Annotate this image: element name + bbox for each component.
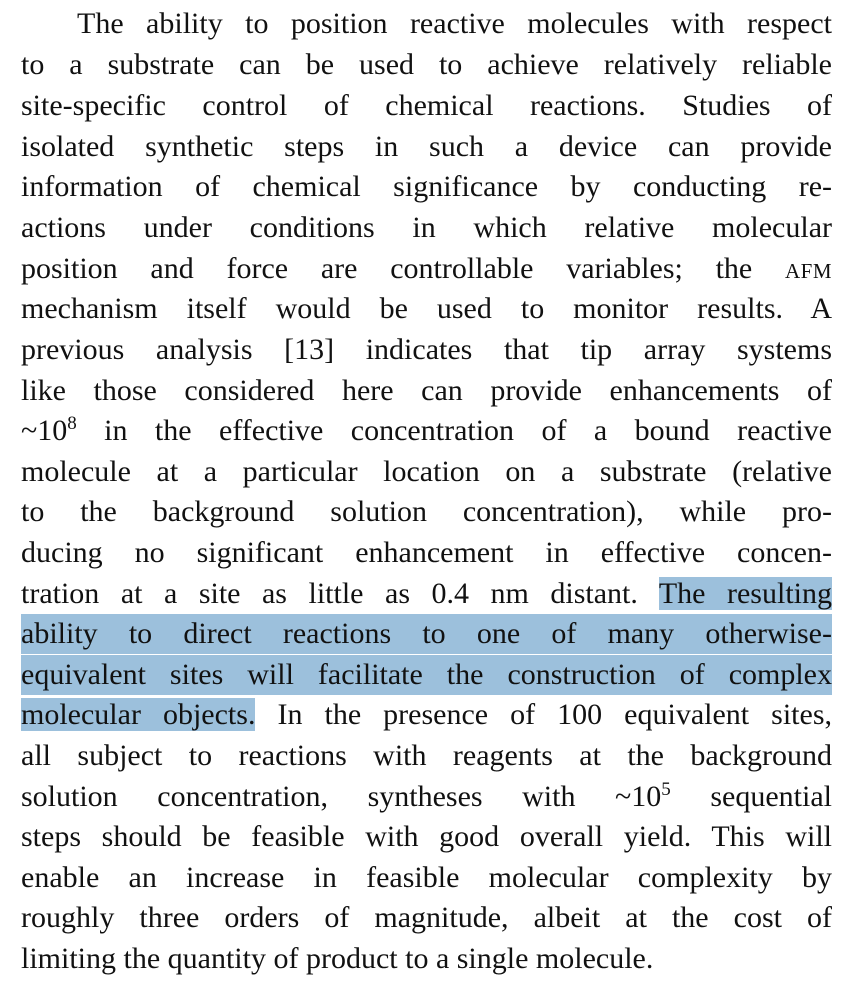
text-line-7[interactable] [21, 249, 832, 289]
text-span[interactable]: previous analysis [13] indicates that tip array systems [21, 333, 832, 366]
text-span[interactable]: roughly three orders of magnitude, albeit at the cost of [21, 901, 832, 934]
text-line-23[interactable] [21, 898, 832, 938]
text-line-3[interactable] [21, 86, 832, 126]
text-line-4[interactable] [21, 127, 832, 167]
text-line-24[interactable] [21, 939, 832, 979]
text-span[interactable]: steps should be feasible with good overall yield. This will [21, 820, 832, 853]
text-span[interactable]: ~10 [21, 414, 68, 447]
text-span[interactable]: In the presence of 100 equivalent sites, [255, 698, 833, 731]
text-span[interactable]: solution concentration, syntheses with ~10 [21, 780, 662, 813]
highlighted-text[interactable]: equivalent sites will facilitate the construction of complex [21, 658, 832, 691]
text-span[interactable]: in the effective concentration of a bound reactive [76, 414, 832, 447]
text-span[interactable]: like those considered here can provide enhancements of [21, 374, 832, 407]
text-line-17[interactable] [21, 655, 832, 695]
text-span[interactable]: tration at a site as little as 0.4 nm distant. [21, 577, 659, 610]
text-span[interactable]: molecule at a particular location on a substrate (relative [21, 455, 832, 488]
text-span[interactable]: information of chemical significance by conducting re- [21, 170, 832, 203]
text-line-5[interactable] [21, 167, 832, 207]
afm-abbreviation[interactable]: AFM [784, 259, 832, 283]
text-line-6[interactable] [21, 208, 832, 248]
text-line-20[interactable] [21, 777, 832, 817]
text-span[interactable]: limiting the quantity of product to a single molecule. [21, 942, 654, 975]
text-line-18[interactable] [21, 695, 832, 735]
highlighted-text[interactable]: ability to direct reactions to one of many otherwise- [21, 617, 832, 650]
text-span[interactable]: ducing no significant enhancement in effective concen- [21, 536, 832, 569]
text-span[interactable]: enable an increase in feasible molecular complexity by [21, 861, 832, 894]
text-line-1[interactable] [21, 4, 832, 44]
text-line-10[interactable] [21, 371, 832, 411]
text-span[interactable]: The ability to position reactive molecules with respect [77, 7, 832, 40]
text-line-11[interactable] [21, 411, 832, 451]
text-line-21[interactable] [21, 817, 832, 857]
text-span[interactable]: isolated synthetic steps in such a device can provide [21, 130, 832, 163]
text-line-9[interactable] [21, 330, 832, 370]
text-line-19[interactable] [21, 736, 832, 776]
text-span[interactable]: mechanism itself would be used to monitor results. A [21, 292, 832, 325]
text-line-8[interactable] [21, 289, 832, 329]
text-line-16[interactable] [21, 614, 832, 654]
exponent[interactable]: 5 [661, 779, 671, 800]
text-line-14[interactable] [21, 533, 832, 573]
highlighted-text[interactable]: The resulting [658, 577, 832, 610]
text-span[interactable]: site-specific control of chemical reactions. Studies of [21, 89, 832, 122]
text-span[interactable]: to the background solution concentration), while pro- [21, 495, 832, 528]
exponent[interactable]: 8 [67, 413, 77, 434]
text-span[interactable]: actions under conditions in which relative molecular [21, 211, 832, 244]
text-line-2[interactable] [21, 45, 832, 85]
text-line-15[interactable] [21, 574, 832, 614]
text-span[interactable]: sequential [670, 780, 832, 813]
text-span[interactable]: to a substrate can be used to achieve relatively reliable [21, 48, 832, 81]
text-span[interactable]: position and force are controllable variables; the [21, 252, 785, 285]
text-span[interactable]: all subject to reactions with reagents at the background [21, 739, 832, 772]
text-line-22[interactable] [21, 858, 832, 898]
highlighted-text[interactable]: molecular objects. [21, 698, 256, 731]
text-line-13[interactable] [21, 492, 832, 532]
text-line-12[interactable] [21, 452, 832, 492]
